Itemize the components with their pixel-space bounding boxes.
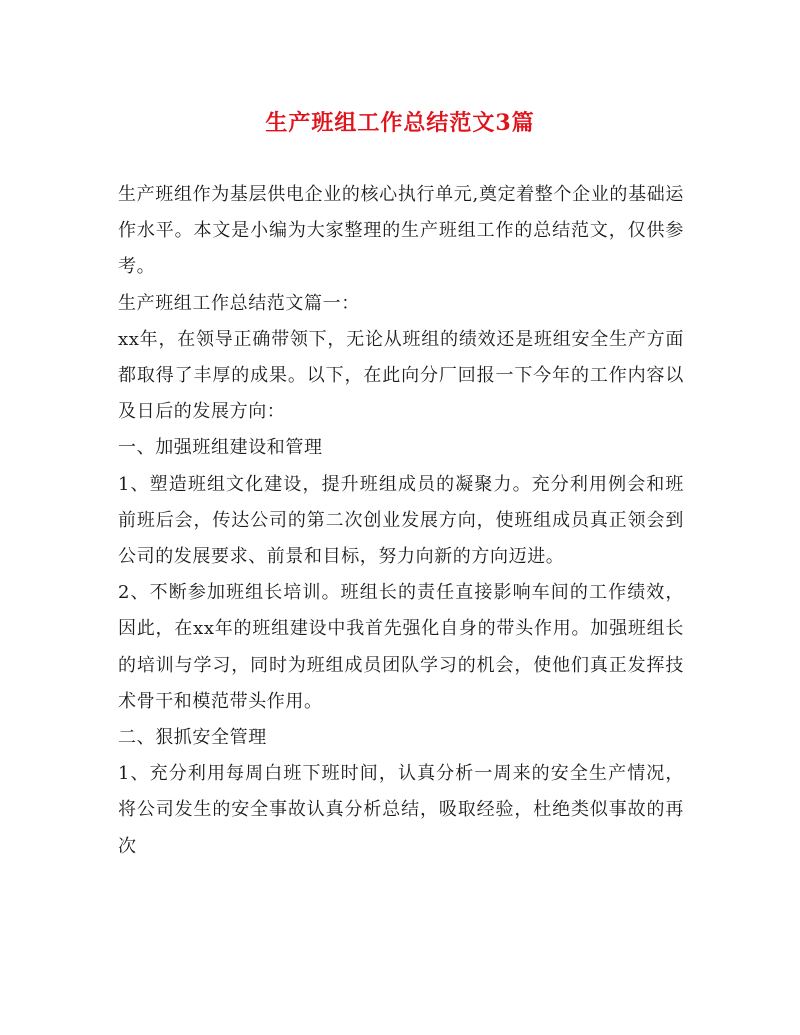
document-body bbox=[118, 177, 684, 865]
section-heading-safety: 二、狠抓安全管理 bbox=[118, 727, 267, 749]
body-paragraph: 2、不断参加班组长培训。班组长的责任直接影响车间的工作绩效，因此，在xx年的班组建设中我首先强化自身的带头作用。加强班组长的培训与学习，同时为班组成员团队学习的机会，使他们真正发挥技术骨干和模范带头作用。 bbox=[118, 582, 684, 712]
intro-paragraph: 生产班组作为基层供电企业的核心执行单元,奠定着整个企业的基础运作水平。本文是小编为大家整理的生产班组工作的总结范文，仅供参考。 bbox=[118, 184, 684, 278]
body-paragraph: 1、充分利用每周白班下班时间，认真分析一周来的安全生产情况，将公司发生的安全事故认真分析总结，吸取经验，杜绝类似事故的再次 bbox=[118, 763, 684, 857]
section-heading-part-one: 生产班组工作总结范文篇一： bbox=[118, 292, 360, 314]
document-title: 生产班组工作总结范文3篇 bbox=[265, 110, 535, 136]
body-paragraph: 1、塑造班组文化建设，提升班组成员的凝聚力。充分利用例会和班前班后会，传达公司的第二次创业发展方向，使班组成员真正领会到公司的发展要求、前景和目标，努力向新的方向迈进。 bbox=[118, 473, 684, 568]
body-paragraph: xx年，在领导正确带领下，无论从班组的绩效还是班组安全生产方面都取得了丰厚的成果。以下，在此向分厂回报一下今年的工作内容以及日后的发展方向： bbox=[118, 328, 684, 423]
section-heading-team-building: 一、加强班组建设和管理 bbox=[118, 437, 323, 459]
